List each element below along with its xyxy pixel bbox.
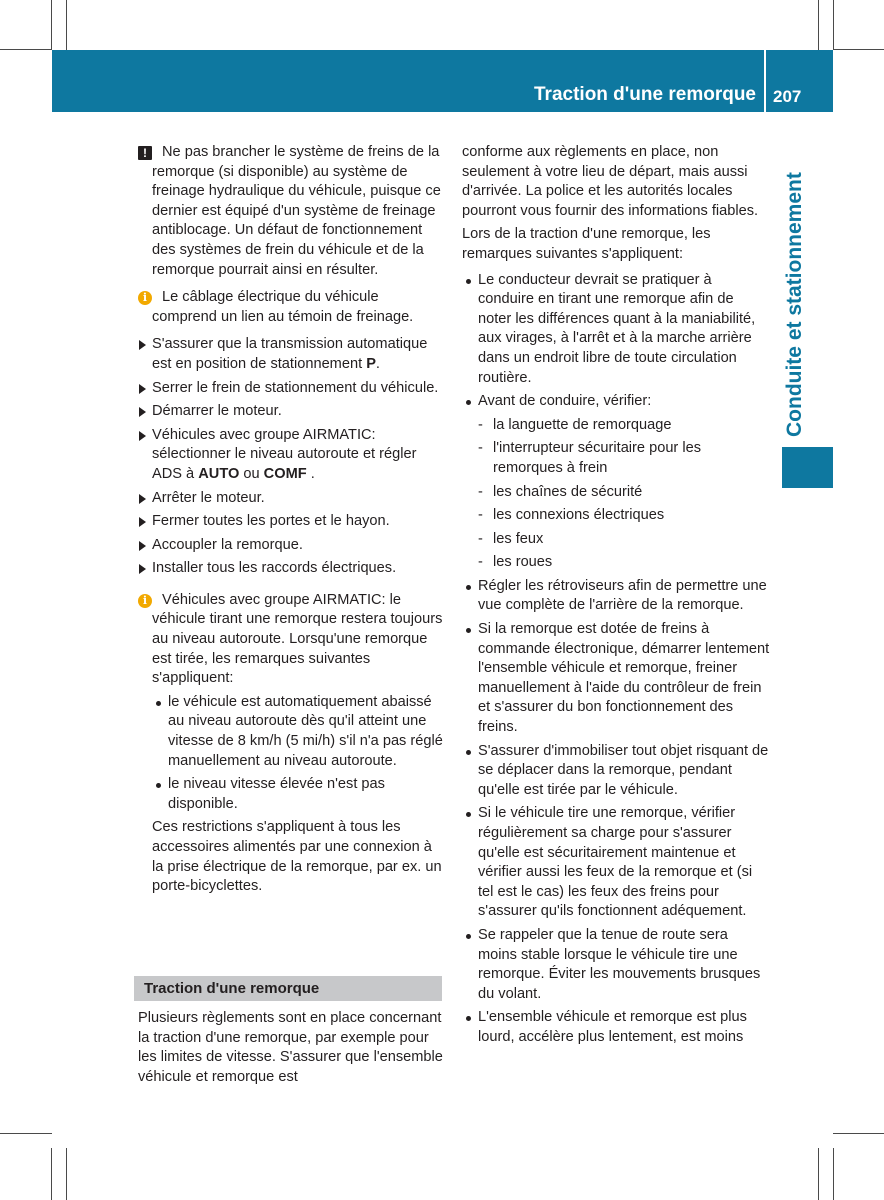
step-item	[138, 379, 444, 399]
warning-text: Ne pas brancher le système de freins de la remorque (si disponible) au système de freinage hydraulique du véhicule, puisque ce dernier est équipé d'un système de freinage antiblocage. Un défaut de fonctionnement des systèmes de frein du véhicule et de la remorque pourrait ainsi en résulter.	[152, 144, 441, 278]
list-item-text: S'assurer d'immobiliser tout objet risquant de se déplacer dans la remorque, pendant qu'elle est tirée par le véhicule.	[478, 742, 769, 798]
list-item-text: Se rappeler que la tenue de route sera moins stable lorsque le véhicule tire une remorque. Éviter les mouvements brusques du volant.	[478, 926, 761, 1002]
step-item	[138, 489, 444, 509]
list-item	[462, 577, 770, 616]
bullet-icon	[466, 400, 471, 405]
warning-icon: !	[138, 146, 152, 160]
list-item	[462, 1008, 770, 1047]
check-item-text: les feux	[493, 530, 544, 547]
list-item-text: le niveau vitesse élevée n'est pas disponible.	[168, 776, 385, 812]
check-item-text: les connexions électriques	[493, 507, 665, 524]
step-item	[138, 335, 444, 374]
step-text: Démarrer le moteur.	[152, 403, 282, 420]
mode-auto: AUTO	[198, 465, 240, 482]
crop-mark	[818, 0, 819, 50]
step-text: Fermer toutes les portes et le hayon.	[152, 513, 390, 530]
dash-icon: -	[478, 554, 483, 571]
step-item	[138, 426, 444, 485]
list-item-text: L'ensemble véhicule et remorque est plus lourd, accélère plus lentement, est moins	[478, 1009, 747, 1045]
bullet-icon	[466, 279, 471, 284]
info-note	[138, 591, 444, 897]
list-item	[462, 742, 770, 801]
list-item-text: Régler les rétroviseurs afin de permettre une vue complète de l'arrière de la remorque.	[478, 577, 767, 614]
check-item-text: les chaînes de sécurité	[493, 483, 643, 500]
list-item	[462, 392, 770, 412]
crop-mark	[0, 49, 52, 50]
step-text: S'assurer que la transmission automatique est en position de stationnement	[152, 336, 428, 372]
check-item	[462, 483, 770, 503]
dash-icon: -	[478, 530, 483, 547]
page-number: 207	[773, 87, 802, 106]
step-item	[138, 402, 444, 422]
info-note	[138, 288, 444, 327]
arrow-icon	[139, 494, 146, 504]
list-item	[152, 693, 444, 771]
gear-position: P	[366, 355, 376, 372]
step-text: .	[375, 355, 380, 372]
arrow-icon	[139, 340, 146, 350]
step-text: Véhicules avec groupe AIRMATIC: sélectionner le niveau autoroute et régler ADS à	[152, 426, 417, 482]
crop-mark	[66, 0, 67, 50]
list-item	[462, 804, 770, 922]
arrow-icon	[139, 431, 146, 441]
arrow-icon	[139, 564, 146, 574]
bullet-icon	[156, 783, 161, 788]
check-item-text: les roues	[493, 554, 553, 571]
check-item-text: l'interrupteur sécuritaire pour les remorques à frein	[493, 440, 702, 476]
list-item	[462, 271, 770, 389]
paragraph: Lors de la traction d'une remorque, les remarques suivantes s'appliquent:	[462, 226, 711, 262]
step-text: Accoupler la remorque.	[152, 536, 303, 553]
side-tab-marker	[782, 447, 833, 488]
arrow-icon	[139, 407, 146, 417]
list-item	[152, 775, 444, 814]
check-item	[462, 506, 770, 526]
side-tab-label: Conduite et stationnement	[783, 172, 806, 437]
bullet-icon	[466, 750, 471, 755]
section-heading: Traction d'une remorque	[144, 980, 320, 997]
warning-note	[138, 143, 444, 280]
check-item	[462, 553, 770, 573]
page-title: Traction d'une remorque	[534, 84, 756, 105]
crop-mark	[51, 0, 52, 50]
bullet-icon	[156, 701, 161, 706]
info-closing: Ces restrictions s'appliquent à tous les accessoires alimentés par une connexion à la prise électrique de la remorque, par ex. un porte-bicyclettes.	[152, 819, 442, 895]
info-icon: i	[138, 291, 152, 305]
list-item-text: le véhicule est automatiquement abaissé au niveau autoroute dès qu'il atteint une vitesse de 8 km/h (5 mi/h) s'il n'a pas réglé manuellement au niveau autoroute.	[168, 693, 443, 769]
step-text: .	[306, 465, 315, 482]
bullet-icon	[466, 1016, 471, 1021]
dash-icon: -	[478, 416, 483, 433]
list-item-text: Si la remorque est dotée de freins à commande électronique, démarrer lentement l'ensemble véhicule et remorque, freiner manuellement à l'aide du contrôleur de frein et s'assurer du bon fonctionnement des freins.	[478, 621, 770, 736]
step-text: Arrêter le moteur.	[152, 489, 265, 506]
crop-mark	[66, 1148, 67, 1200]
dash-icon: -	[478, 440, 483, 457]
bullet-icon	[466, 934, 471, 939]
left-column	[138, 143, 444, 905]
paragraph: conforme aux règlements en place, non seulement à votre lieu de départ, mais aussi d'arrivée. La police et les autorités locales pourront vous fournir des informations fiables.	[462, 144, 759, 219]
arrow-icon	[139, 517, 146, 527]
crop-mark	[833, 1133, 884, 1134]
info-icon: i	[138, 594, 152, 608]
step-item	[138, 536, 444, 556]
list-item	[462, 620, 770, 738]
crop-mark	[833, 0, 834, 50]
check-item	[462, 439, 770, 478]
list-item	[462, 926, 770, 1004]
step-text: Serrer le frein de stationnement du véhicule.	[152, 379, 439, 396]
bullet-icon	[466, 628, 471, 633]
crop-mark	[833, 1148, 834, 1200]
section-body: Plusieurs règlements sont en place concernant la traction d'une remorque, par exemple pour les limites de vitesse. S'assurer que l'ensemble véhicule et remorque est	[138, 1010, 443, 1085]
list-item-text: Si le véhicule tire une remorque, vérifier régulièrement sa charge pour s'assurer qu'elle est sécuritairement maintenue et vérifier aussi les feux de la remorque et (si tel est le cas) les feux des freins pour s'assurer qu'ils fonctionnent adéquement.	[478, 805, 753, 920]
step-item	[138, 559, 444, 579]
step-item	[138, 512, 444, 532]
header-separator	[764, 50, 766, 112]
mode-comf: COMF	[263, 465, 307, 482]
dash-icon: -	[478, 507, 483, 524]
list-item-text: Avant de conduire, vérifier:	[478, 393, 652, 410]
crop-mark	[818, 1148, 819, 1200]
arrow-icon	[139, 384, 146, 394]
arrow-icon	[139, 541, 146, 551]
bullet-icon	[466, 812, 471, 817]
check-item	[462, 416, 770, 436]
step-text: ou	[239, 465, 264, 482]
bullet-icon	[466, 585, 471, 590]
list-item-text: Le conducteur devrait se pratiquer à conduire en tirant une remorque afin de noter les différences quant à la maniabilité, aux virages, à l'arrêt et à la marche arrière dans un endroit libre de toute circulation routière.	[478, 271, 756, 386]
info-text: Véhicules avec groupe AIRMATIC: le véhicule tirant une remorque restera toujours au niveau autoroute. Lorsqu'une remorque est tirée, les remarques suivantes s'appliquent:	[152, 591, 443, 687]
crop-mark	[833, 49, 884, 50]
info-text: Le câblage électrique du véhicule comprend un lien au témoin de freinage.	[152, 289, 414, 325]
crop-mark	[0, 1133, 52, 1134]
step-text: Installer tous les raccords électriques.	[152, 560, 397, 577]
crop-mark	[51, 1148, 52, 1200]
check-item	[462, 530, 770, 550]
check-item-text: la languette de remorquage	[493, 416, 672, 433]
right-column	[462, 143, 770, 1052]
dash-icon: -	[478, 483, 483, 500]
section-heading-bar	[134, 976, 442, 1001]
